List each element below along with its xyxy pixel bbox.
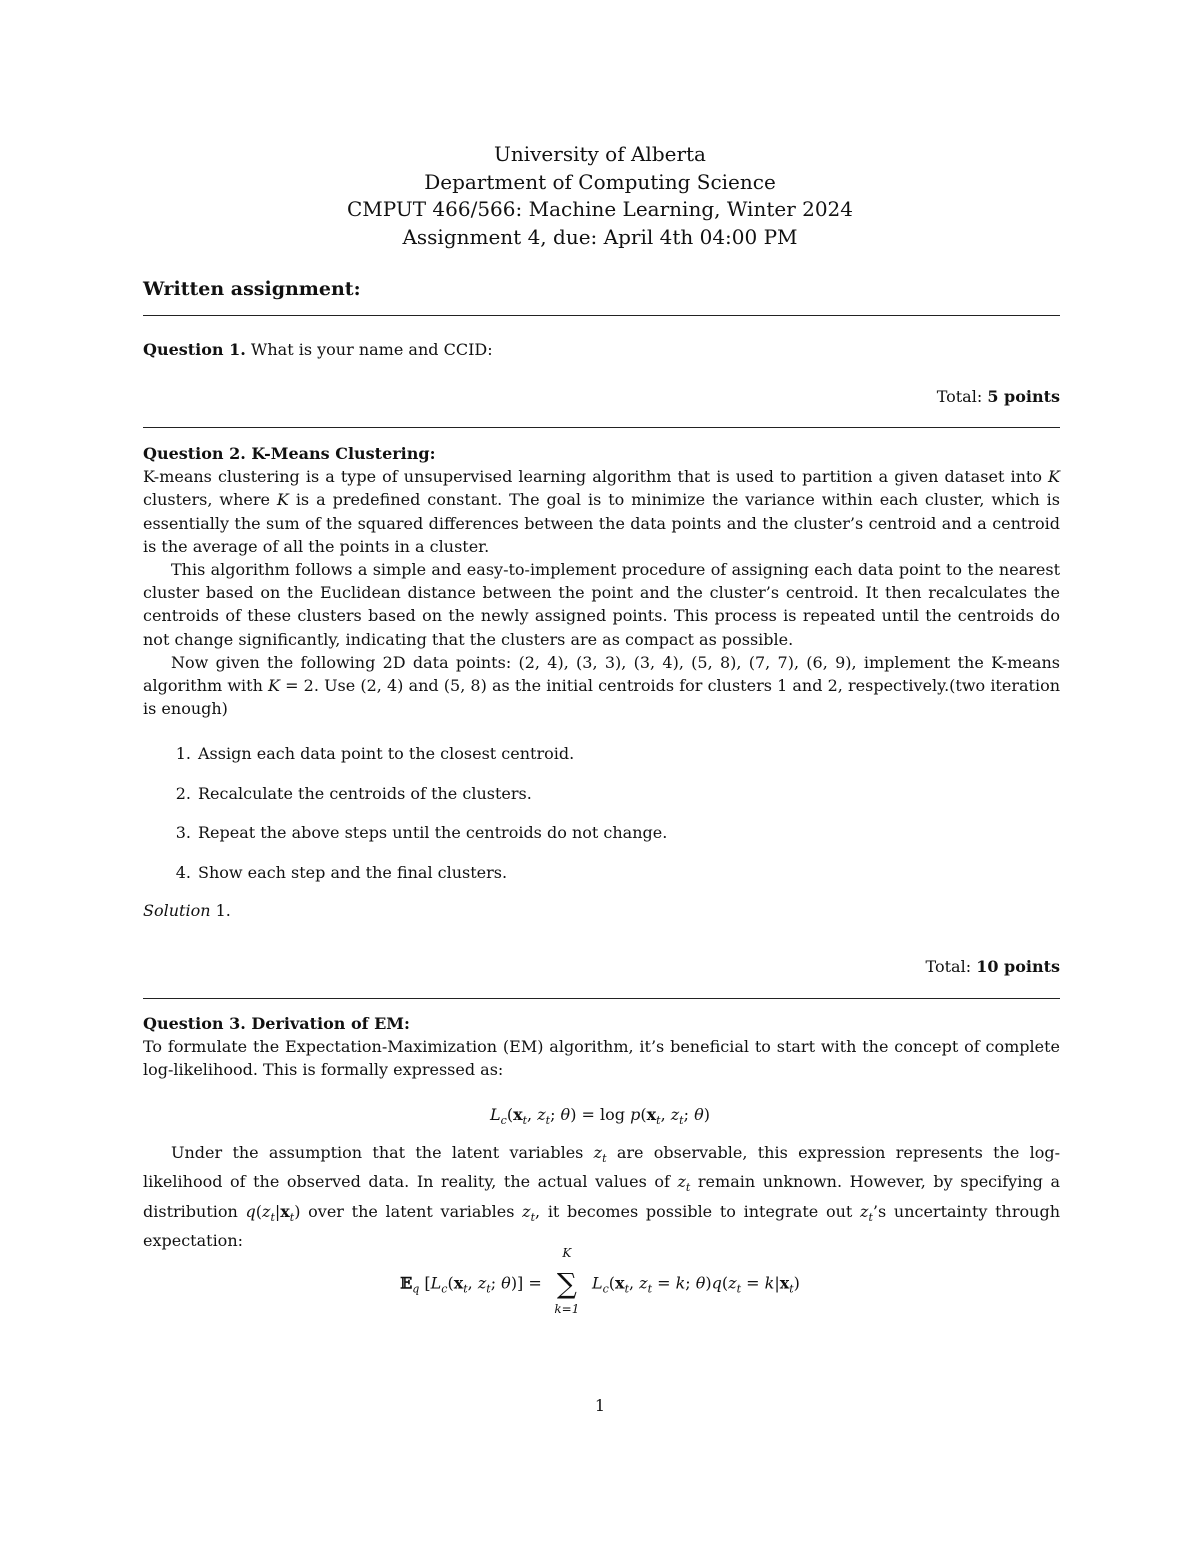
list-number: 3. <box>175 823 191 842</box>
list-text: Show each step and the final clusters. <box>198 862 508 882</box>
list-number: 4. <box>175 862 191 882</box>
list-text: Assign each data point to the closest centroid. <box>198 744 575 763</box>
list-item <box>143 782 667 822</box>
text-span: K-means clustering is a type of unsupervised learning algorithm that is used to partition a given dataset into <box>143 467 1049 487</box>
solution-number: 1. <box>215 901 231 920</box>
text-span: clusters, where <box>143 490 277 510</box>
total-label: Total: <box>936 387 983 406</box>
page-number: 1 <box>594 1396 606 1415</box>
question-3-paragraph-2: Under the assumption that the latent variables $z_t$ are observable, this expression represents the log-likelihood of the observed data. In reality, the actual values of $z_t$ remain unknown. However, by specifying a distribution $q(z_t|x_t)$ over the latent variables $z_t$, it becomes possible to integrate out $z_t’s$ uncertainty through expectation: <box>143 1143 1061 1251</box>
list-text: Repeat the above steps until the centroids do not change. <box>198 823 668 842</box>
question-2-paragraph-2: This algorithm follows a simple and easy-to-implement procedure of assigning each data point to the nearest cluster based on the Euclidean distance between the point and the cluster’s centroid. It then recalculates the centroids of these clusters based on the newly assigned points. This process is repeated until the centroids do not change significantly, indicating that the clusters are as compact as possible. <box>143 560 1060 649</box>
divider <box>143 315 1060 316</box>
step-list <box>143 742 667 900</box>
total-points: 5 points <box>987 387 1060 406</box>
question-3-label: Question 3. Derivation of EM: <box>143 1014 410 1033</box>
summation-symbol: K ∑ k=1 <box>554 1246 580 1316</box>
divider <box>143 427 1060 428</box>
question-1-total <box>937 387 1060 406</box>
list-number: 1. <box>175 744 191 763</box>
divider <box>143 998 1060 999</box>
text-span: = 2. Use (2, 4) and (5, 8) as the initial centroids for clusters 1 and 2, respectively.(two iteration is enough) <box>143 676 1061 719</box>
sum-lower-limit: k=1 <box>554 1302 580 1316</box>
question-2-total <box>926 957 1060 976</box>
list-text: Recalculate the centroids of the clusters. <box>198 783 532 803</box>
text-span: ’s uncertainty through expectation: <box>143 1201 1060 1251</box>
course-title: CMPUT 466/566: Machine Learning, Winter 2024 <box>346 197 854 221</box>
text-span: Under the assumption that the latent variables <box>171 1143 594 1162</box>
text-span: remain unknown. However, by specifying a distribution <box>143 1172 1060 1221</box>
question-2 <box>143 442 1060 720</box>
list-item <box>143 861 667 901</box>
list-item <box>143 742 667 782</box>
math-k: K <box>276 490 289 510</box>
solution-label <box>143 901 231 920</box>
list-item <box>143 821 667 861</box>
total-points: 10 points <box>976 957 1060 976</box>
question-2-paragraph-1 <box>143 465 1060 558</box>
equation-expected-log-likelihood: 𝔼$_q$ [$L_c(x_t$, $z_t$; θ)] = K ∑ k=1 $L_c(x_t$, $z_t = k$; $\theta)q(z_t = k|x_t)$ <box>400 1246 800 1316</box>
total-label: Total: <box>925 957 972 976</box>
solution-word: Solution <box>143 901 211 920</box>
math-k: K <box>1048 467 1060 487</box>
assignment-title: Assignment 4, due: April 4th 04:00 PM <box>402 224 798 249</box>
math-k: K <box>268 676 280 696</box>
question-1 <box>143 340 493 359</box>
text-span: , it becomes possible to integrate out <box>535 1201 861 1221</box>
document-header <box>0 141 1200 251</box>
section-title: Written assignment: <box>143 278 361 300</box>
equation-complete-log-likelihood: $L_c(x_t$, $z_t$; $\theta) = \log p(x_t$, $z_t$; θ) <box>490 1105 710 1128</box>
text-span: Now given the following 2D data points: (2, 4), (3, 3), (3, 4), (5, 8), (7, 7), (6, 9), implement the K-means algorithm with <box>143 652 1060 696</box>
question-3 <box>143 1012 1060 1082</box>
question-1-text: What is your name and CCID: <box>250 340 493 359</box>
text-span: over the latent variables <box>300 1201 523 1221</box>
question-1-label: Question 1. <box>143 340 246 359</box>
sum-upper-limit: K <box>562 1246 572 1260</box>
list-number: 2. <box>175 783 191 803</box>
question-3-paragraph-1: To formulate the Expectation-Maximization (EM) algorithm, it’s beneficial to start with the concept of complete log-likelihood. This is formally expressed as: <box>143 1037 1060 1080</box>
question-2-label: Question 2. K-Means Clustering: <box>143 444 436 463</box>
university-name: University of Alberta <box>494 142 706 166</box>
department-name: Department of Computing Science <box>424 169 776 194</box>
question-2-paragraph-3 <box>143 651 1060 721</box>
question-3-body <box>143 1141 1060 1252</box>
text-span: is a predefined constant. The goal is to minimize the variance within each cluster, which is essentially the sum of the squared differences between the data points and the cluster’s centroid and a centroid is the average of all the points in a cluster. <box>143 490 1061 556</box>
text-span: are observable, this expression represents the log-likelihood of the observed data. In reality, the actual values of <box>143 1143 1061 1192</box>
